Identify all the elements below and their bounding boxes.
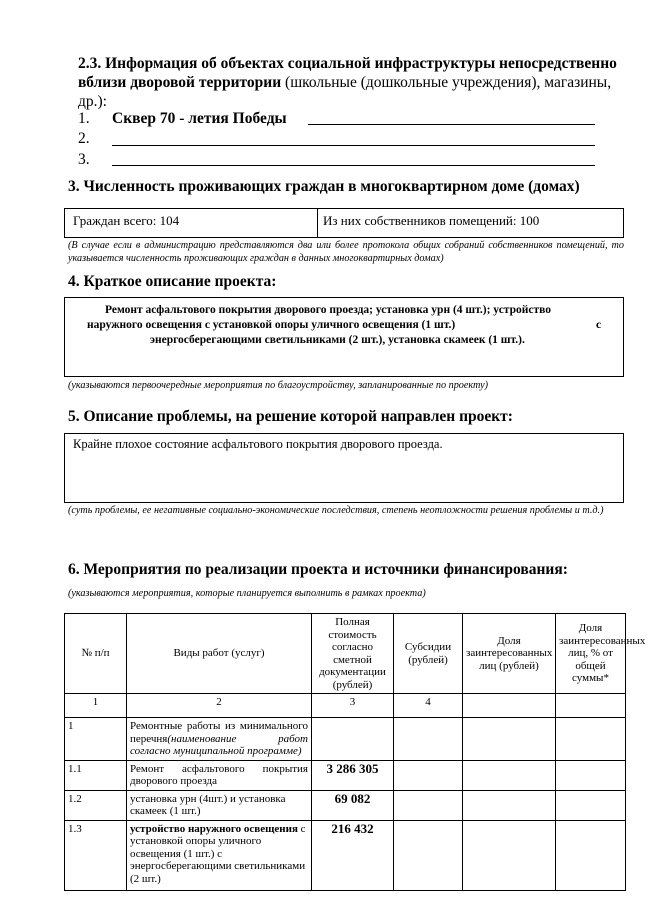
blank-line [112,145,595,146]
table-row [65,790,626,820]
section-2-3-title: 2.3. Информация об объектах социальной инфраструктуры непосредственно вблизи дворовой территории [78,55,617,91]
row-subsidy [394,718,463,761]
row-works: Ремонт асфальтового покрытия дворового проезда [127,760,312,790]
project-description-line: энергосберегающими светильниками (2 шт.), установка скамеек (1 шт.). [150,334,525,346]
row-cost: 216 432 [312,820,394,890]
section-5-title: 5. Описание проблемы, на решение которой направлен проект: [68,408,513,425]
section-2-3-heading [78,54,618,111]
row-share-percent [556,760,626,790]
section-5-note: (суть проблемы, ее негативные социально-экономические последствия, степень неотложности решения проблемы и т.д.) [68,505,604,516]
row-works-italic: (наименование работ согласно муниципальной программе) [130,732,308,757]
colnum-cell: 1 [65,694,127,718]
financing-table [64,613,646,891]
citizens-total: Граждан всего: 104 [73,213,180,228]
row-cost [312,718,394,761]
table-divider [317,209,318,237]
colnum-cell: 4 [394,694,463,718]
section-6-note: (указываются мероприятия, которые планируется выполнить в рамках проекта) [68,588,426,599]
list-item-num: 3. [78,151,90,168]
header-share: Доля заинтересованных лиц (рублей) [463,614,556,694]
row-subsidy [394,760,463,790]
table-header-row [65,614,626,694]
header-num: № п/п [65,614,127,694]
problem-description-text: Крайне плохое состояние асфальтового покрытия дворового проезда. [73,437,443,451]
row-share [463,718,556,761]
colnum-cell [556,694,626,718]
row-num: 1.2 [65,790,127,820]
row-cost: 3 286 305 [312,760,394,790]
row-works [127,820,312,890]
colnum-cell [463,694,556,718]
table-row [65,718,626,761]
section-4-title: 4. Краткое описание проекта: [68,273,277,290]
problem-description-box [64,433,624,503]
row-share [463,820,556,890]
row-num: 1 [65,718,127,761]
row-subsidy [394,790,463,820]
row-works-bold: устройство наружного освещения [130,822,298,835]
owners-total: Из них собственников помещений: 100 [323,213,540,228]
colnum-cell: 2 [127,694,312,718]
row-share [463,790,556,820]
row-works: установка урн (4шт.) и установка скамеек (1 шт.) [127,790,312,820]
project-description-box [64,297,624,377]
header-works: Виды работ (услуг) [127,614,312,694]
section-4-note: (указываются первоочередные мероприятия по благоустройству, запланированные по проекту) [68,380,489,391]
project-description-line: с [596,319,602,331]
blank-line [308,124,595,125]
section-3-note: (В случае если в администрацию представляются два или более протокола общих собраний собственников помещений, то указывается численность проживающих граждан в данных многоквартирных домах) [68,240,624,264]
blank-line [112,165,595,166]
row-share [463,760,556,790]
section-6-title: 6. Мероприятия по реализации проекта и источники финансирования: [68,561,568,578]
row-works-text: с установкой опоры уличного освещения (1 шт.) с энергосберегающими светильниками (2 шт.) [130,822,306,885]
row-works-text: Ремонтные работы из минимального перечня [130,720,308,745]
row-share-percent [556,790,626,820]
project-description-line: Ремонт асфальтового покрытия дворового проезда; установка урн (4 шт.); устройство [105,304,551,316]
table-row [65,760,626,790]
header-cost: Полная стоимость согласно сметной документации (рублей) [312,614,394,694]
section-2-3-subtitle: (школьные (дошкольные учреждения), магазины, др.): [78,74,612,110]
project-description-line: наружного освещения с установкой опоры уличного освещения (1 шт.) [87,319,456,331]
colnum-cell: 3 [312,694,394,718]
list-item-num: 1. [78,110,90,127]
row-works [127,718,312,761]
header-subsidy: Субсидии (рублей) [394,614,463,694]
list-item-text: Сквер 70 - летия Победы [112,110,287,127]
citizens-table [64,208,624,238]
table-row [65,820,626,890]
row-num: 1.3 [65,820,127,890]
list-item-num: 2. [78,130,90,147]
section-3-title: 3. Численность проживающих граждан в многоквартирном доме (домах) [68,178,580,195]
row-cost: 69 082 [312,790,394,820]
row-share-percent [556,718,626,761]
header-share-percent: Доля заинтересованных лиц, % от общей суммы* [556,614,626,694]
row-share-percent [556,820,626,890]
row-num: 1.1 [65,760,127,790]
row-subsidy [394,820,463,890]
table-colnum-row [65,694,626,718]
